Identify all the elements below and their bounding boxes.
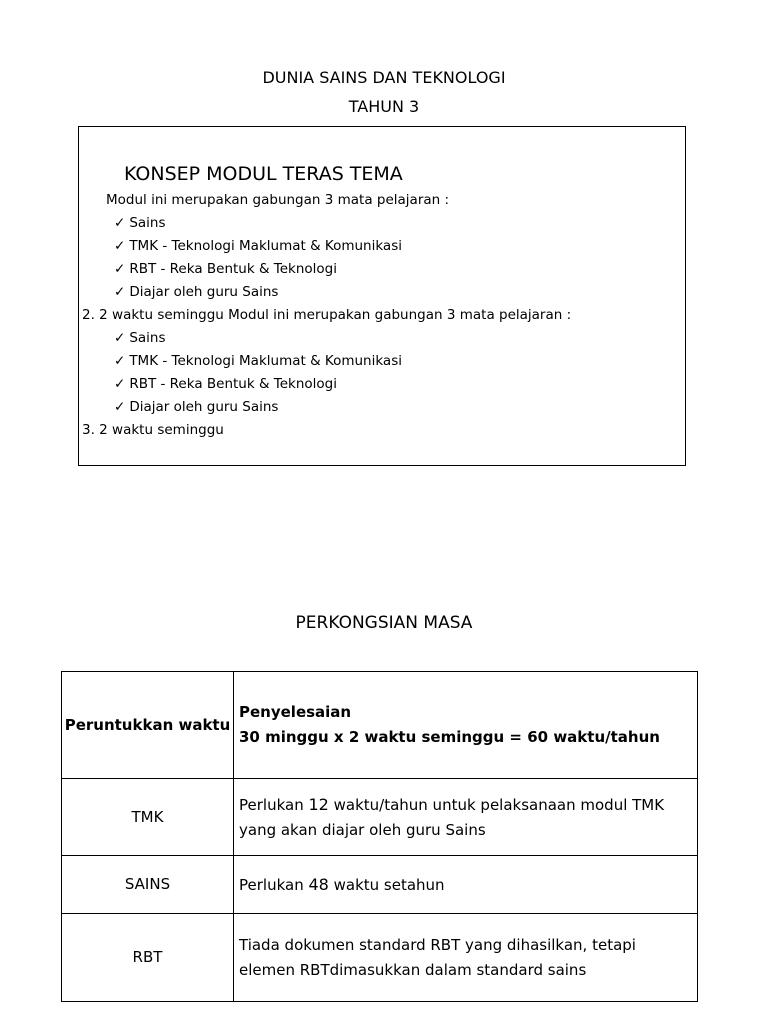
list-item-label: TMK - Teknologi Maklumat & Komunikasi [129,238,402,254]
time-allocation-table [61,671,698,1002]
document-subtitle-year: TAHUN 3 [348,97,420,116]
row-text-line-2: elemen RBTdimasukkan dalam standard sains [239,960,587,979]
module-concept-box [78,126,686,466]
row-text-tmk [234,779,698,856]
row-text-before: Perlukan [239,795,309,814]
section-title: PERKONGSIAN MASA [295,613,473,633]
numbered-item-3: 3. 2 waktu seminggu [82,422,224,438]
numbered-item-2: 2. 2 waktu seminggu Modul ini merupakan gabungan 3 mata pelajaran : [82,307,572,323]
list-item-label: RBT - Reka Bentuk & Teknologi [129,376,338,392]
list-item-label: Diajar oleh guru Sains [129,399,279,415]
row-text-line: Tiada dokumen standard RBT yang dihasilkan, tetapi [239,935,636,954]
row-text-line-2: yang akan diajar oleh guru Sains [239,820,486,839]
table-row [62,914,698,1002]
list-item [114,376,337,393]
row-text-after: waktu setahun [328,875,445,894]
list-item-label: Sains [129,215,166,231]
check-icon: ✓ [114,353,126,369]
check-icon: ✓ [114,330,126,346]
check-icon: ✓ [114,261,126,277]
check-icon: ✓ [114,376,126,392]
list-item [114,284,278,301]
row-label-sains: SAINS [62,856,234,914]
check-icon: ✓ [114,284,126,300]
check-icon: ✓ [114,238,126,254]
list-item [114,330,166,347]
table-row [62,779,698,856]
table-row [62,856,698,914]
row-text-rbt [234,914,698,1002]
solution-formula: 30 minggu x 2 waktu seminggu = 60 waktu/tahun [239,728,660,746]
row-text-before: Perlukan [239,875,309,894]
row-label-rbt: RBT [62,914,234,1002]
table-header-allocation: Peruntukkan waktu [62,672,234,779]
table-header-row [62,672,698,779]
list-item [114,353,402,370]
row-text-line [239,792,695,818]
list-item-label: TMK - Teknologi Maklumat & Komunikasi [129,353,402,369]
list-item-label: Sains [129,330,166,346]
list-item [114,238,402,255]
document-title: DUNIA SAINS DAN TEKNOLOGI [262,68,506,87]
row-text-sains [234,856,698,914]
list-item [114,215,166,232]
list-item [114,261,337,278]
check-icon: ✓ [114,399,126,415]
list-item [114,399,278,416]
row-number: 48 [308,874,329,894]
list-item-label: RBT - Reka Bentuk & Teknologi [129,261,338,277]
solution-label: Penyelesaian [239,703,352,721]
list-item-label: Diajar oleh guru Sains [129,284,279,300]
check-icon: ✓ [114,215,126,231]
module-concept-heading: KONSEP MODUL TERAS TEMA [124,163,403,185]
row-number: 12 [308,794,329,814]
row-label-tmk: TMK [62,779,234,856]
module-intro-text: Modul ini merupakan gabungan 3 mata pelajaran : [106,192,450,208]
row-text-after: waktu/tahun untuk pelaksanaan modul TMK [328,795,665,814]
table-header-solution [234,672,698,779]
